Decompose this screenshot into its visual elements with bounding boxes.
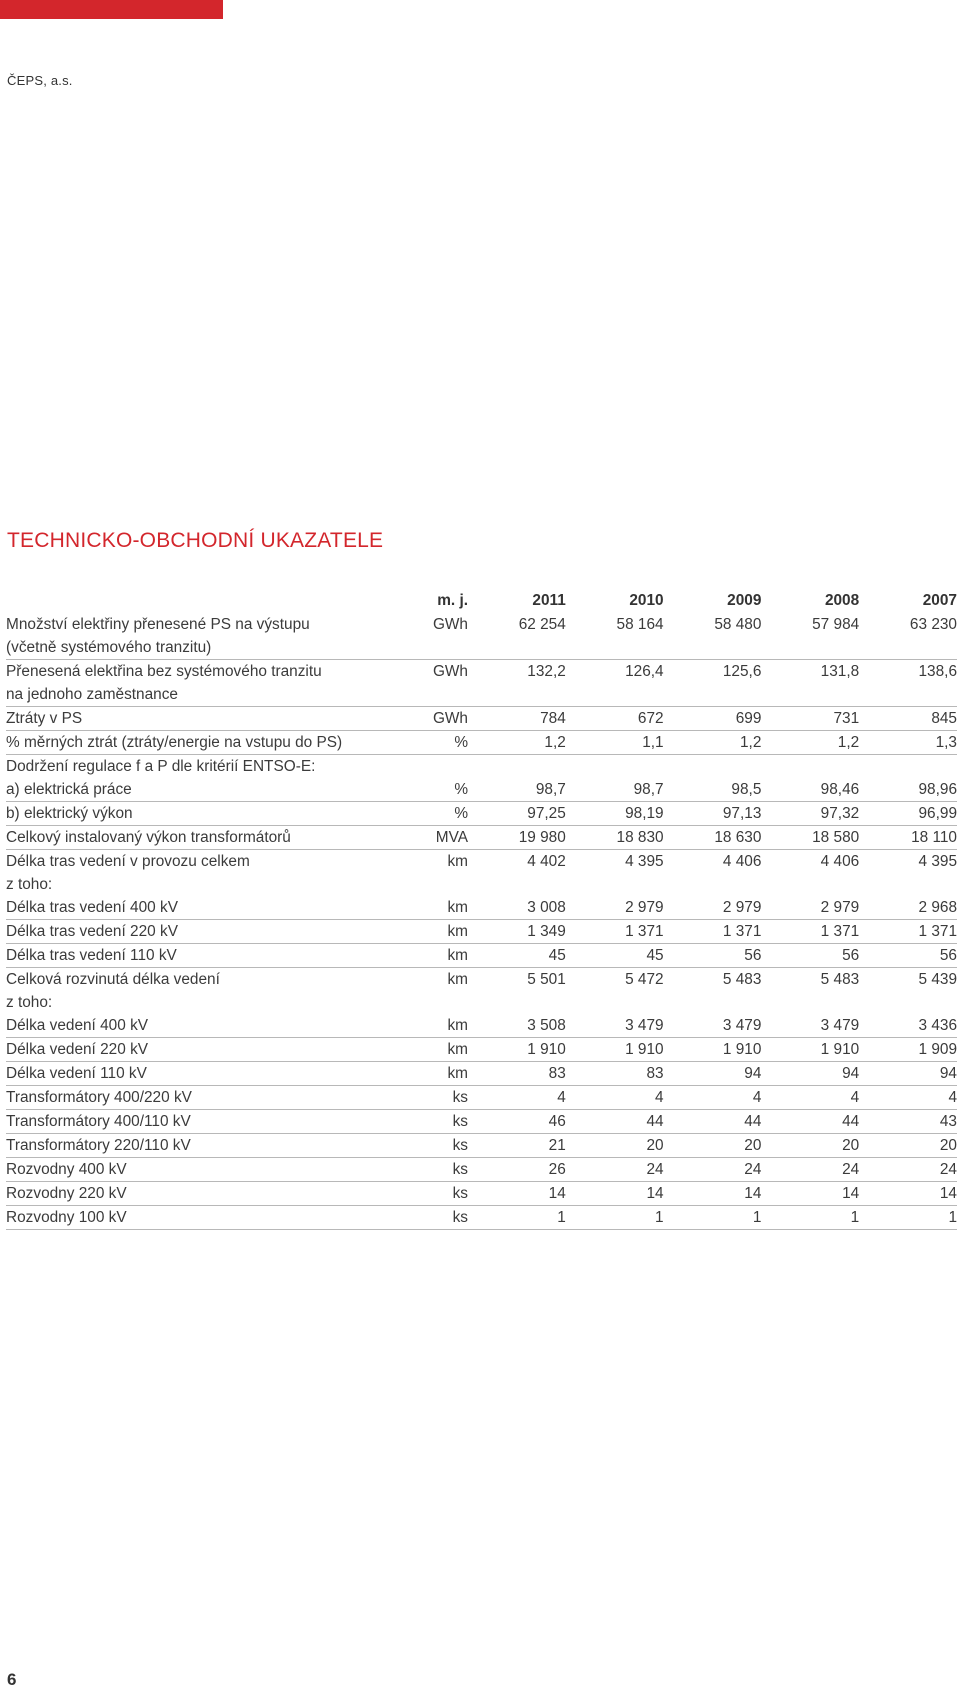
table-row	[6, 873, 957, 896]
row-value-cell	[664, 683, 762, 707]
row-value-cell: 14	[664, 1182, 762, 1206]
row-label: Ztráty v PS	[6, 707, 388, 731]
row-value-cell: 26	[468, 1158, 566, 1182]
row-value-cell: 14	[468, 1182, 566, 1206]
table-row	[6, 660, 957, 684]
table-body	[6, 613, 957, 1230]
row-unit: ks	[388, 1110, 468, 1134]
row-value-cell: 1 371	[761, 920, 859, 944]
year-column-header: 2010	[629, 592, 664, 609]
table-row	[6, 1062, 957, 1086]
row-value-cell: 46	[468, 1110, 566, 1134]
row-value-cell: 98,96	[859, 778, 957, 802]
row-unit: %	[388, 731, 468, 755]
row-value-cell: 98,46	[761, 778, 859, 802]
row-value-cell: 21	[468, 1134, 566, 1158]
section-title: TECHNICKO-OBCHODNÍ UKAZATELE	[7, 529, 384, 552]
row-label: b) elektrický výkon	[6, 802, 388, 826]
row-value-cell: 5 472	[625, 971, 664, 988]
row-value-cell: 2 968	[859, 896, 957, 920]
table-row	[6, 896, 957, 920]
row-value-cell: 44	[761, 1110, 859, 1134]
row-label: Dodržení regulace f a P dle kritérií ENTSO-E:	[6, 758, 316, 775]
row-value-cell: 20	[761, 1134, 859, 1158]
row-unit: km	[388, 920, 468, 944]
row-value-cell	[664, 636, 762, 660]
row-label: Délka vedení 400 kV	[6, 1014, 388, 1038]
row-value-cell: 3 008	[468, 896, 566, 920]
row-unit: ks	[388, 1134, 468, 1158]
row-value-cell: 4 395	[625, 853, 664, 870]
row-unit: km	[388, 896, 468, 920]
row-value-cell: 4	[468, 1086, 566, 1110]
row-value-cell	[859, 755, 957, 779]
table-row	[6, 1134, 957, 1158]
row-value-cell: 18 630	[664, 826, 762, 850]
row-value-cell: 1,2	[761, 731, 859, 755]
row-value-cell: 138,6	[918, 663, 957, 680]
row-value-cell: 1	[566, 1206, 664, 1230]
table-row	[6, 944, 957, 968]
row-value-cell: 56	[859, 944, 957, 968]
unit-column-header: m. j.	[437, 592, 468, 609]
row-value-cell: 125,6	[722, 663, 762, 680]
row-value-cell: 45	[468, 944, 566, 968]
row-label: Transformátory 400/110 kV	[6, 1110, 388, 1134]
row-value-cell	[859, 683, 957, 707]
row-value-cell: 83	[566, 1062, 664, 1086]
row-label: Celková rozvinutá délka vedení	[6, 971, 220, 988]
row-value-cell: 43	[859, 1110, 957, 1134]
table-header-row	[6, 589, 957, 613]
row-value-cell: 14	[859, 1182, 957, 1206]
row-unit: ks	[388, 1158, 468, 1182]
row-value-cell: 83	[468, 1062, 566, 1086]
row-label: Rozvodny 100 kV	[6, 1206, 388, 1230]
row-unit: MVA	[388, 826, 468, 850]
row-value-cell: 97,25	[468, 802, 566, 826]
row-value-cell: 98,7	[468, 778, 566, 802]
table-row	[6, 1182, 957, 1206]
row-value-cell: 24	[859, 1158, 957, 1182]
row-value-cell: 784	[468, 707, 566, 731]
row-value-cell	[566, 873, 664, 896]
row-value-cell: 20	[859, 1134, 957, 1158]
row-value-cell: 2 979	[664, 896, 762, 920]
row-value-cell: 96,99	[859, 802, 957, 826]
row-value-cell	[761, 991, 859, 1014]
row-unit: ks	[388, 1206, 468, 1230]
row-value-cell: 1 910	[566, 1038, 664, 1062]
table-row	[6, 968, 957, 992]
row-unit: km	[447, 971, 468, 988]
row-unit	[388, 683, 468, 707]
row-value-cell: 98,5	[664, 778, 762, 802]
row-value-cell: 1,3	[859, 731, 957, 755]
row-label: a) elektrická práce	[6, 778, 388, 802]
row-value-cell: 4 406	[820, 853, 860, 870]
row-value-cell: 98,19	[566, 802, 664, 826]
row-value-cell: 1	[859, 1206, 957, 1230]
row-label: Rozvodny 400 kV	[6, 1158, 388, 1182]
row-value-cell: 45	[566, 944, 664, 968]
row-value-cell: 4 402	[527, 853, 566, 870]
row-label: z toho:	[6, 876, 53, 893]
row-unit	[388, 755, 468, 779]
row-unit: ks	[388, 1182, 468, 1206]
year-column-header: 2009	[727, 592, 762, 609]
table-row	[6, 1158, 957, 1182]
page-number: 6	[7, 1670, 17, 1689]
row-label: Množství elektřiny přenesené PS na výstupu	[6, 616, 310, 633]
row-value-cell: 57 984	[812, 616, 860, 633]
row-value-cell: 44	[566, 1110, 664, 1134]
table-row	[6, 991, 957, 1014]
row-label: Délka tras vedení 220 kV	[6, 920, 388, 944]
row-value-cell	[761, 755, 859, 779]
company-name: ČEPS, a.s.	[7, 73, 73, 88]
row-value-cell: 132,2	[527, 663, 566, 680]
row-value-cell: 5 501	[527, 971, 566, 988]
row-value-cell: 1 910	[468, 1038, 566, 1062]
row-label: Délka tras vedení 400 kV	[6, 896, 388, 920]
table-row	[6, 1206, 957, 1230]
row-label: Celkový instalovaný výkon transformátorů	[6, 826, 388, 850]
row-value-cell	[468, 636, 566, 660]
row-value-cell: 1 909	[859, 1038, 957, 1062]
row-label: % měrných ztrát (ztráty/energie na vstupu do PS)	[6, 731, 388, 755]
row-value-cell	[566, 991, 664, 1014]
row-unit: km	[388, 1062, 468, 1086]
row-value-cell	[761, 873, 859, 896]
row-label: Délka tras vedení 110 kV	[6, 944, 388, 968]
row-value-cell: 20	[566, 1134, 664, 1158]
row-value-cell: 4	[859, 1086, 957, 1110]
row-value-cell	[761, 683, 859, 707]
row-value-cell: 44	[664, 1110, 762, 1134]
row-value-cell: 2 979	[761, 896, 859, 920]
row-value-cell: 5 483	[722, 971, 762, 988]
row-unit: GWh	[388, 707, 468, 731]
table-row	[6, 683, 957, 707]
row-value-cell: 56	[664, 944, 762, 968]
row-value-cell: 4	[664, 1086, 762, 1110]
row-value-cell: 63 230	[909, 616, 957, 633]
row-value-cell: 1 371	[566, 920, 664, 944]
table-row	[6, 1110, 957, 1134]
row-value-cell: 94	[761, 1062, 859, 1086]
row-unit: GWh	[432, 663, 468, 680]
row-value-cell: 3 479	[664, 1014, 762, 1038]
row-value-cell: 97,13	[664, 802, 762, 826]
row-label: Transformátory 400/220 kV	[6, 1086, 388, 1110]
year-column-header: 2007	[922, 592, 957, 609]
table-row	[6, 731, 957, 755]
row-label: z toho:	[6, 994, 53, 1011]
row-value-cell	[664, 991, 762, 1014]
row-label: Přenesená elektřina bez systémového tranzitu	[6, 663, 322, 680]
row-value-cell: 699	[664, 707, 762, 731]
row-value-cell	[859, 991, 957, 1014]
row-value-cell: 126,4	[625, 663, 664, 680]
table-row	[6, 802, 957, 826]
row-label: na jednoho zaměstnance	[6, 683, 388, 707]
row-value-cell: 3 479	[761, 1014, 859, 1038]
row-value-cell: 845	[859, 707, 957, 731]
row-value-cell	[566, 636, 664, 660]
row-value-cell: 2 979	[566, 896, 664, 920]
row-value-cell: 1 910	[761, 1038, 859, 1062]
row-value-cell: 94	[859, 1062, 957, 1086]
row-unit: km	[388, 1038, 468, 1062]
row-value-cell: 24	[566, 1158, 664, 1182]
row-value-cell: 24	[664, 1158, 762, 1182]
row-value-cell: 672	[566, 707, 664, 731]
row-value-cell: 3 479	[566, 1014, 664, 1038]
row-value-cell: 1 910	[664, 1038, 762, 1062]
row-unit: km	[388, 1014, 468, 1038]
row-unit: GWh	[432, 616, 468, 633]
row-value-cell	[468, 755, 566, 779]
row-value-cell	[664, 755, 762, 779]
table-row	[6, 1038, 957, 1062]
row-value-cell	[859, 873, 957, 896]
row-value-cell	[566, 683, 664, 707]
year-column-header: 2011	[532, 592, 566, 609]
table-row	[6, 1014, 957, 1038]
row-value-cell: 1	[468, 1206, 566, 1230]
row-unit	[388, 991, 468, 1014]
top-accent-bar	[0, 0, 223, 19]
year-column-header: 2008	[824, 592, 860, 609]
row-unit: km	[388, 944, 468, 968]
row-value-cell: 1	[664, 1206, 762, 1230]
row-value-cell: 94	[664, 1062, 762, 1086]
table-row	[6, 1086, 957, 1110]
row-label: Délka vedení 220 kV	[6, 1038, 388, 1062]
table-row	[6, 613, 957, 636]
label-column-header	[6, 589, 388, 613]
indicators-table	[6, 589, 957, 1230]
row-value-cell: 1,1	[566, 731, 664, 755]
row-value-cell: 3 436	[859, 1014, 957, 1038]
row-value-cell	[859, 636, 957, 660]
row-value-cell	[761, 636, 859, 660]
table-row	[6, 636, 957, 660]
row-value-cell: 18 580	[761, 826, 859, 850]
row-label: Rozvodny 220 kV	[6, 1182, 388, 1206]
row-value-cell	[664, 873, 762, 896]
row-unit: %	[388, 802, 468, 826]
row-value-cell: 19 980	[468, 826, 566, 850]
row-value-cell: 4	[761, 1086, 859, 1110]
row-value-cell: 1,2	[664, 731, 762, 755]
row-label: Transformátory 220/110 kV	[6, 1134, 388, 1158]
row-value-cell: 1,2	[468, 731, 566, 755]
row-value-cell: 18 110	[859, 826, 957, 850]
row-value-cell: 20	[664, 1134, 762, 1158]
row-value-cell: 62 254	[518, 616, 566, 633]
row-value-cell: 58 164	[616, 616, 664, 633]
row-value-cell: 131,8	[820, 663, 860, 680]
row-value-cell: 97,32	[761, 802, 859, 826]
row-label: Délka vedení 110 kV	[6, 1062, 388, 1086]
row-unit	[388, 636, 468, 660]
table-row	[6, 707, 957, 731]
row-value-cell	[468, 683, 566, 707]
row-value-cell: 1 349	[468, 920, 566, 944]
row-value-cell: 1	[761, 1206, 859, 1230]
row-value-cell	[468, 991, 566, 1014]
table-row	[6, 920, 957, 944]
row-unit: km	[447, 853, 468, 870]
row-value-cell: 1 371	[859, 920, 957, 944]
row-value-cell: 24	[761, 1158, 859, 1182]
row-value-cell: 3 508	[468, 1014, 566, 1038]
row-value-cell: 56	[761, 944, 859, 968]
row-value-cell: 4 395	[918, 853, 957, 870]
table-row	[6, 850, 957, 874]
row-value-cell: 4 406	[722, 853, 762, 870]
row-value-cell: 58 480	[714, 616, 762, 633]
table-row	[6, 778, 957, 802]
row-value-cell: 1 371	[664, 920, 762, 944]
row-value-cell	[566, 755, 664, 779]
table-row	[6, 755, 957, 779]
table-row	[6, 826, 957, 850]
row-value-cell: 14	[566, 1182, 664, 1206]
row-value-cell: 731	[761, 707, 859, 731]
row-label: Délka tras vedení v provozu celkem	[6, 853, 250, 870]
row-unit: ks	[388, 1086, 468, 1110]
row-value-cell: 5 439	[918, 971, 957, 988]
row-value-cell	[468, 873, 566, 896]
row-value-cell: 4	[566, 1086, 664, 1110]
row-value-cell: 98,7	[566, 778, 664, 802]
row-label: (včetně systémového tranzitu)	[6, 636, 388, 660]
row-unit: %	[388, 778, 468, 802]
row-value-cell: 14	[761, 1182, 859, 1206]
row-value-cell: 5 483	[820, 971, 860, 988]
row-value-cell: 18 830	[566, 826, 664, 850]
row-unit	[388, 873, 468, 896]
